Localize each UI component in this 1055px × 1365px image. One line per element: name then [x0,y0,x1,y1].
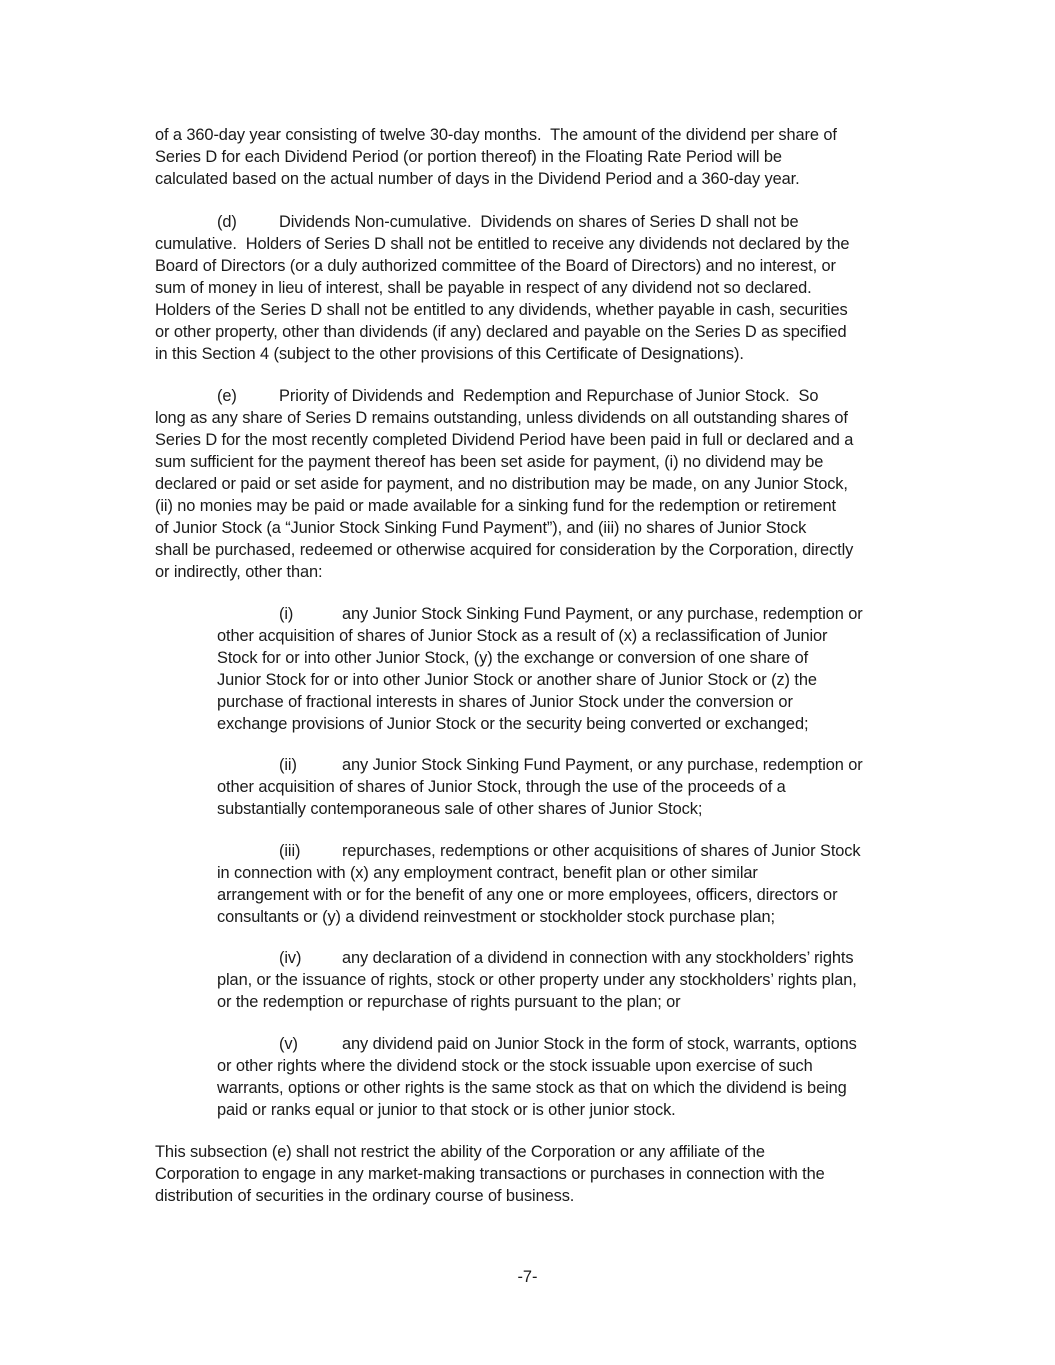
text-line: any Junior Stock Sinking Fund Payment, or any purchase, redemption or [342,605,863,623]
text-line: or indirectly, other than: [155,563,323,581]
text-line: Series D for the most recently completed Dividend Period have been paid in full or declared and a [155,431,854,449]
text-line: or the redemption or repurchase of rights pursuant to the plan; or [217,993,681,1011]
item-marker-i: (i) [279,605,294,623]
text-line: Corporation to engage in any market-making transactions or purchases in connection with the [155,1165,825,1183]
text-line: any dividend paid on Junior Stock in the form of stock, warrants, options [342,1035,857,1053]
text-line: sum sufficient for the payment thereof has been set aside for payment, (i) no dividend may be [155,453,824,471]
text-line: declared or paid or set aside for payment, and no distribution may be made, on any Junior Stock, [155,475,848,493]
text-line: Dividends Non-cumulative. Dividends on shares of Series D shall not be [279,213,799,231]
text-line: paid or ranks equal or junior to that stock or is other junior stock. [217,1101,676,1119]
text-line: repurchases, redemptions or other acquisitions of shares of Junior Stock [342,842,861,860]
text-line: arrangement with or for the benefit of any one or more employees, officers, directors or [217,886,838,904]
text-line: Series D for each Dividend Period (or portion thereof) in the Floating Rate Period will be [155,148,782,166]
text-line: purchase of fractional interests in shares of Junior Stock under the conversion or [217,693,793,711]
text-line: in this Section 4 (subject to the other provisions of this Certificate of Designations). [155,345,744,363]
text-line: Priority of Dividends and Redemption and Repurchase of Junior Stock. So [279,387,819,405]
text-line: long as any share of Series D remains outstanding, unless dividends on all outstanding shares of [155,409,848,427]
text-line: in connection with (x) any employment contract, benefit plan or other similar [217,864,758,882]
page-number: -7- [517,1268,538,1286]
text-line: other acquisition of shares of Junior Stock as a result of (x) a reclassification of Junior [217,627,828,645]
text-line: consultants or (y) a dividend reinvestment or stockholder stock purchase plan; [217,908,775,926]
text-line: other acquisition of shares of Junior Stock, through the use of the proceeds of a [217,778,786,796]
text-line: or other property, other than dividends (if any) declared and payable on the Series D as specified [155,323,847,341]
text-line: Junior Stock for or into other Junior Stock or another share of Junior Stock or (z) the [217,671,817,689]
text-line: sum of money in lieu of interest, shall be payable in respect of any dividend not so declared. [155,279,812,297]
text-line: of a 360-day year consisting of twelve 30-day months. The amount of the dividend per share of [155,126,837,144]
text-line: distribution of securities in the ordinary course of business. [155,1187,575,1205]
text-line: cumulative. Holders of Series D shall not be entitled to receive any dividends not declared by the [155,235,850,253]
item-marker-iv: (iv) [279,949,302,967]
item-marker-ii: (ii) [279,756,297,774]
text-line: shall be purchased, redeemed or otherwise acquired for consideration by the Corporation, directly [155,541,854,559]
text-line: Board of Directors (or a duly authorized committee of the Board of Directors) and no interest, or [155,257,836,275]
text-line: warrants, options or other rights is the same stock as that on which the dividend is being [217,1079,847,1097]
section-marker-e: (e) [217,387,237,405]
text-line: any declaration of a dividend in connection with any stockholders’ rights [342,949,854,967]
text-line: Stock for or into other Junior Stock, (y) the exchange or conversion of one share of [217,649,809,667]
text-line: any Junior Stock Sinking Fund Payment, or any purchase, redemption or [342,756,863,774]
text-line: This subsection (e) shall not restrict the ability of the Corporation or any affiliate of the [155,1143,765,1161]
text-line: substantially contemporaneous sale of other shares of Junior Stock; [217,800,703,818]
item-marker-v: (v) [279,1035,298,1053]
text-line: (ii) no monies may be paid or made available for a sinking fund for the redemption or retirement [155,497,836,515]
text-line: calculated based on the actual number of days in the Dividend Period and a 360-day year. [155,170,800,188]
item-marker-iii: (iii) [279,842,301,860]
text-line: or other rights where the dividend stock or the stock issuable upon exercise of such [217,1057,813,1075]
text-line: plan, or the issuance of rights, stock or other property under any stockholders’ rights plan, [217,971,857,989]
section-marker-d: (d) [217,213,237,231]
text-line: exchange provisions of Junior Stock or the security being converted or exchanged; [217,715,809,733]
text-line: of Junior Stock (a “Junior Stock Sinking Fund Payment”), and (iii) no shares of Junior Stock [155,519,807,537]
text-line: Holders of the Series D shall not be entitled to any dividends, whether payable in cash, securities [155,301,848,319]
